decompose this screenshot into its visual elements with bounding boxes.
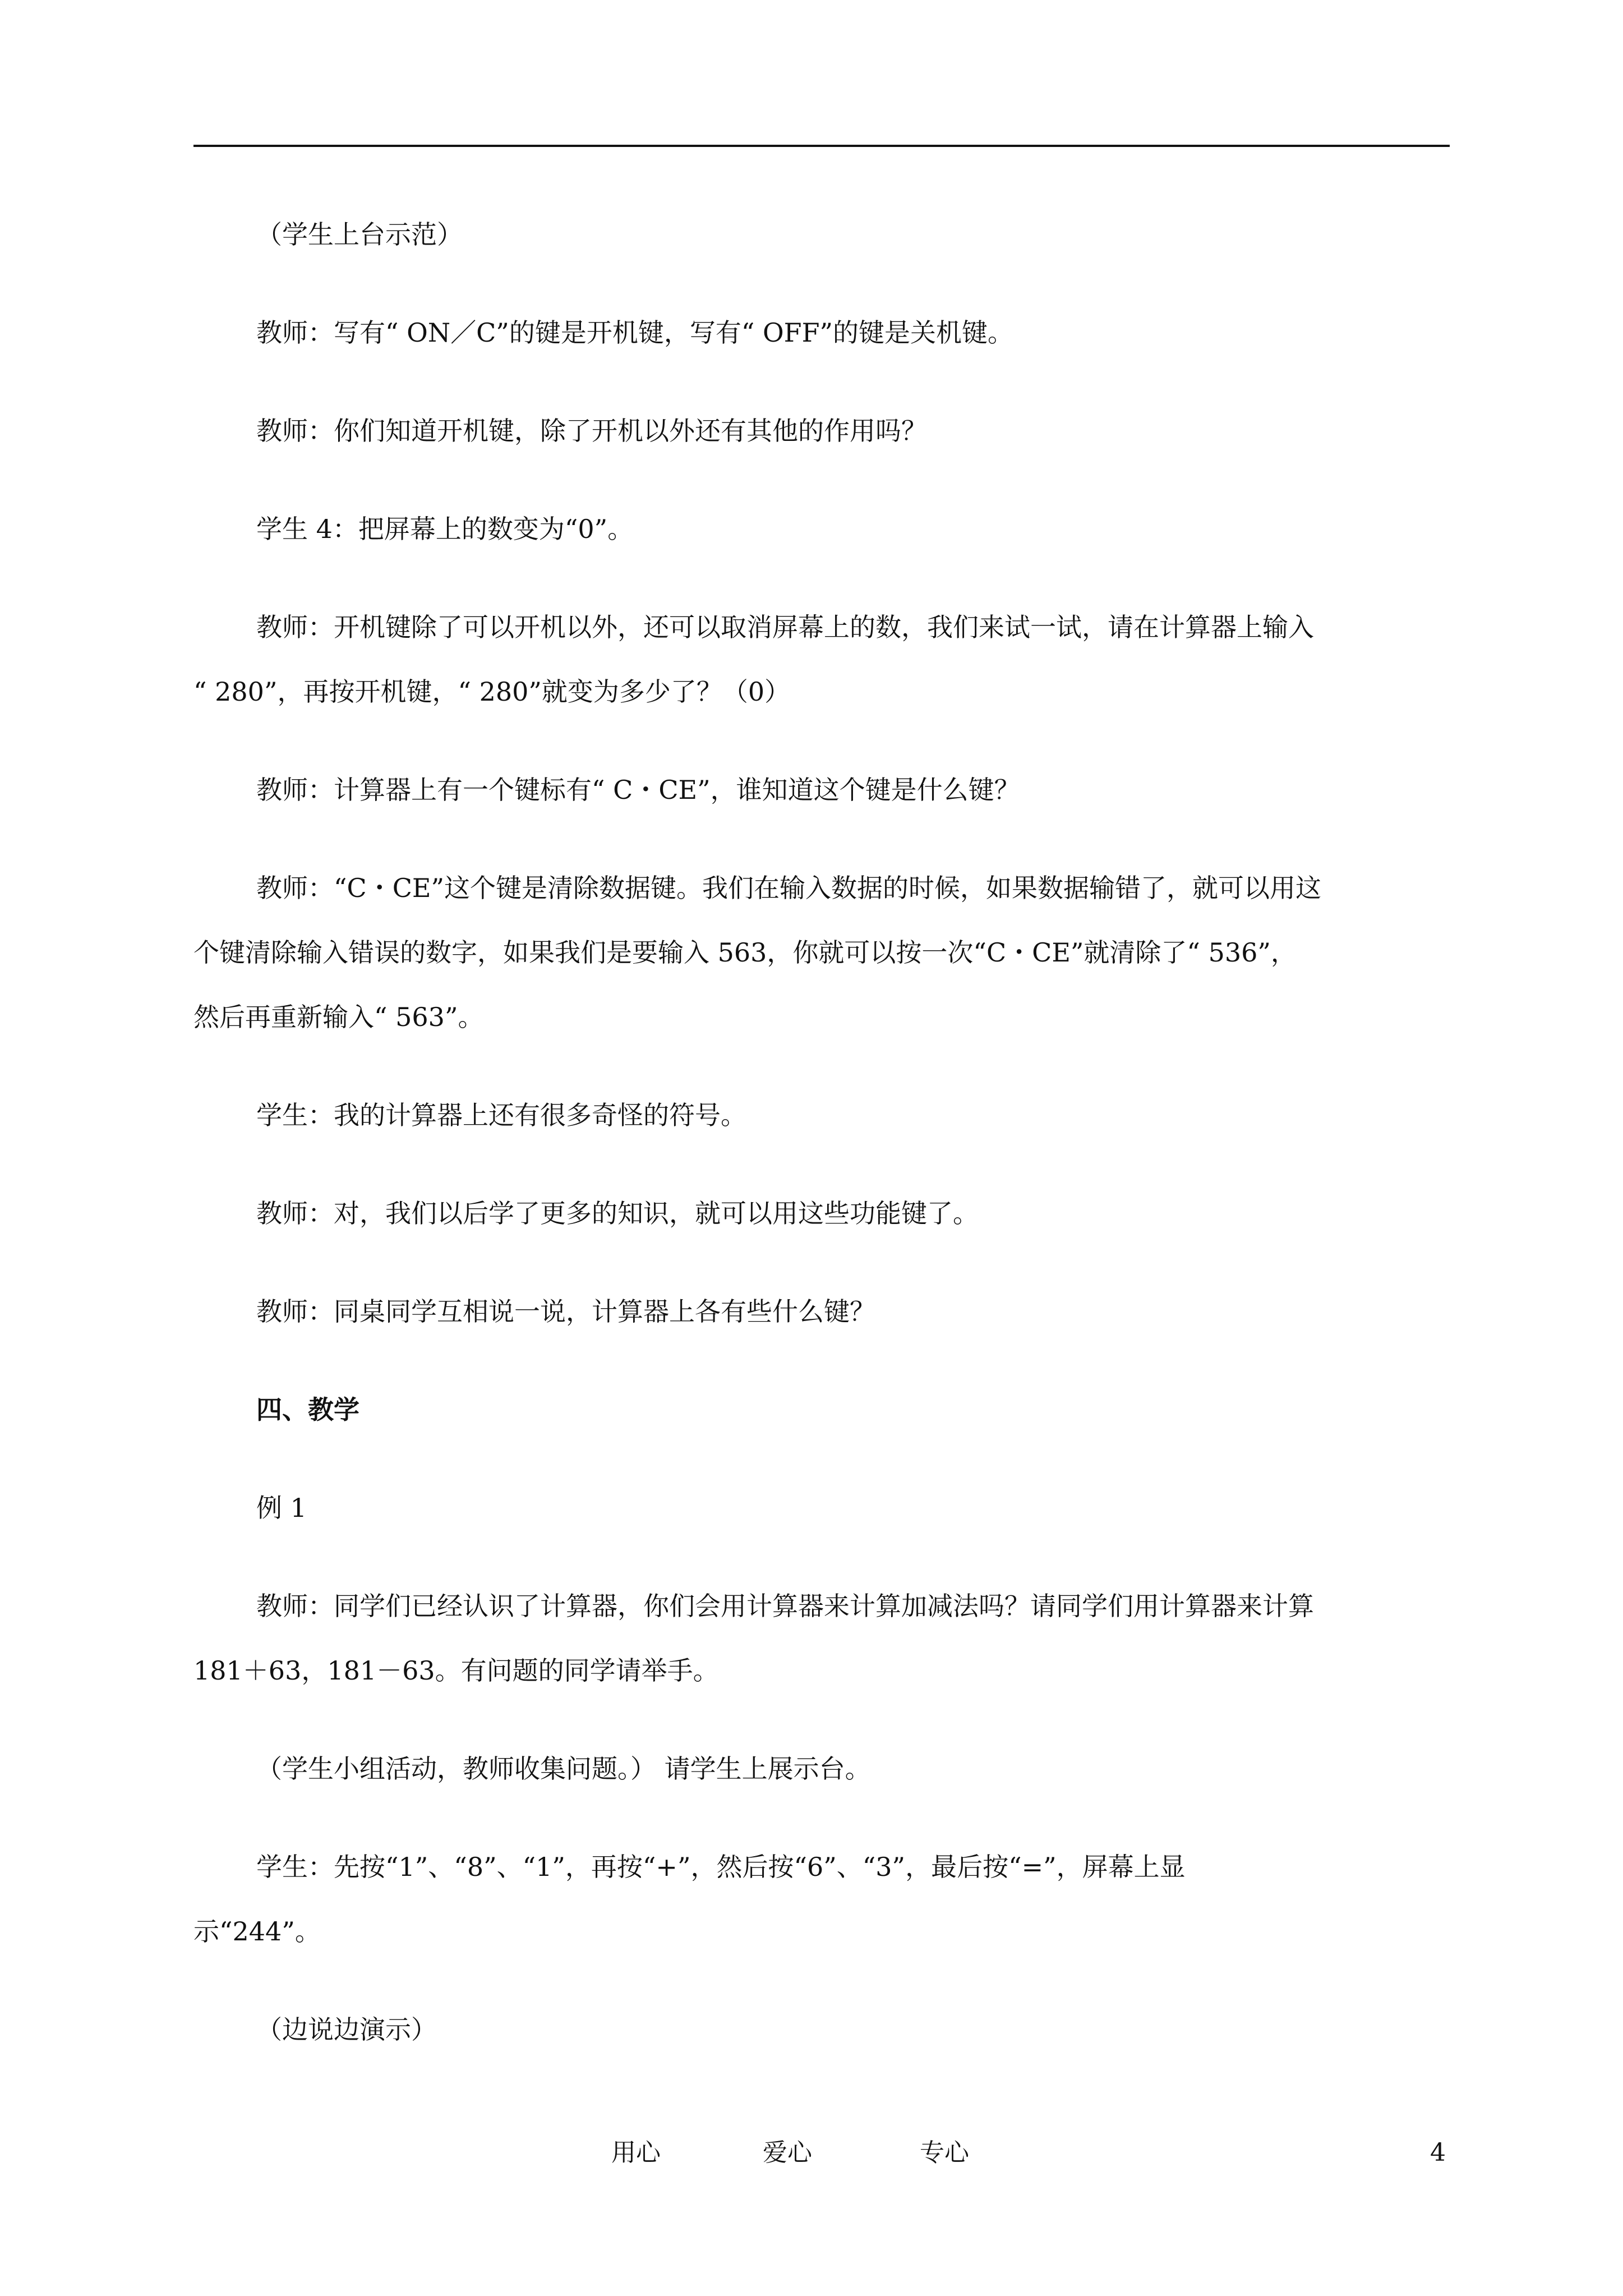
paragraph-line: 学生：我的计算器上还有很多奇怪的符号。 <box>256 1100 746 1130</box>
paragraph-line: 教师：对，我们以后学了更多的知识，就可以用这些功能键了。 <box>256 1198 979 1228</box>
page-number: 4 <box>1430 2138 1446 2167</box>
paragraph-line: “ 280”，再按开机键，“ 280”就变为多少了？（0） <box>193 677 791 707</box>
paragraph-line: 学生：先按“1”、“8”、“1”，再按“+”，然后按“6”、“3”，最后按“=”，屏幕上显 <box>256 1852 1186 1882</box>
paragraph-line: 教师：同桌同学互相说一说，计算器上各有些什么键？ <box>256 1296 875 1327</box>
paragraph-line: （学生小组活动，教师收集问题。） 请学生上展示台。 <box>256 1754 871 1784</box>
header-rule <box>193 145 1450 147</box>
paragraph-line: 教师：计算器上有一个键标有“ C・CE”，谁知道这个键是什么键？ <box>256 775 1020 805</box>
paragraph-line: 学生 4：把屏幕上的数变为“0”。 <box>256 514 634 544</box>
paragraph-line: 教师：“C・CE”这个键是清除数据键。我们在输入数据的时候，如果数据输错了，就可以用这 <box>256 873 1322 903</box>
paragraph-line: 然后再重新输入“ 563”。 <box>193 1002 484 1032</box>
paragraph-line: 教师：同学们已经认识了计算器，你们会用计算器来计算加减法吗？请同学们用计算器来计算 <box>256 1591 1314 1621</box>
paragraph-line: 教师：开机键除了可以开机以外，还可以取消屏幕上的数，我们来试一试，请在计算器上输入 <box>256 612 1314 642</box>
paragraph-line: （学生上台示范） <box>256 219 463 250</box>
footer-motto-1: 用心 <box>611 2138 661 2167</box>
footer-motto-3: 专心 <box>920 2138 969 2167</box>
section-heading: 四、教学 <box>256 1395 359 1425</box>
paragraph-line: 个键清除输入错误的数字，如果我们是要输入 563，你就可以按一次“C・CE”就清除了“ 536”， <box>193 937 1297 968</box>
paragraph-line: 教师：写有“ ON／C”的键是开机键，写有“ OFF”的键是关机键。 <box>256 318 1014 348</box>
paragraph-line: 181＋63，181－63。有问题的同学请举手。 <box>193 1655 719 1686</box>
example-label: 例 1 <box>256 1493 307 1523</box>
paragraph-line: 教师：你们知道开机键，除了开机以外还有其他的作用吗？ <box>256 416 927 446</box>
footer-motto-2: 爱心 <box>763 2138 812 2167</box>
paragraph-line: （边说边演示） <box>256 2014 437 2045</box>
paragraph-line: 示“244”。 <box>193 1916 321 1947</box>
